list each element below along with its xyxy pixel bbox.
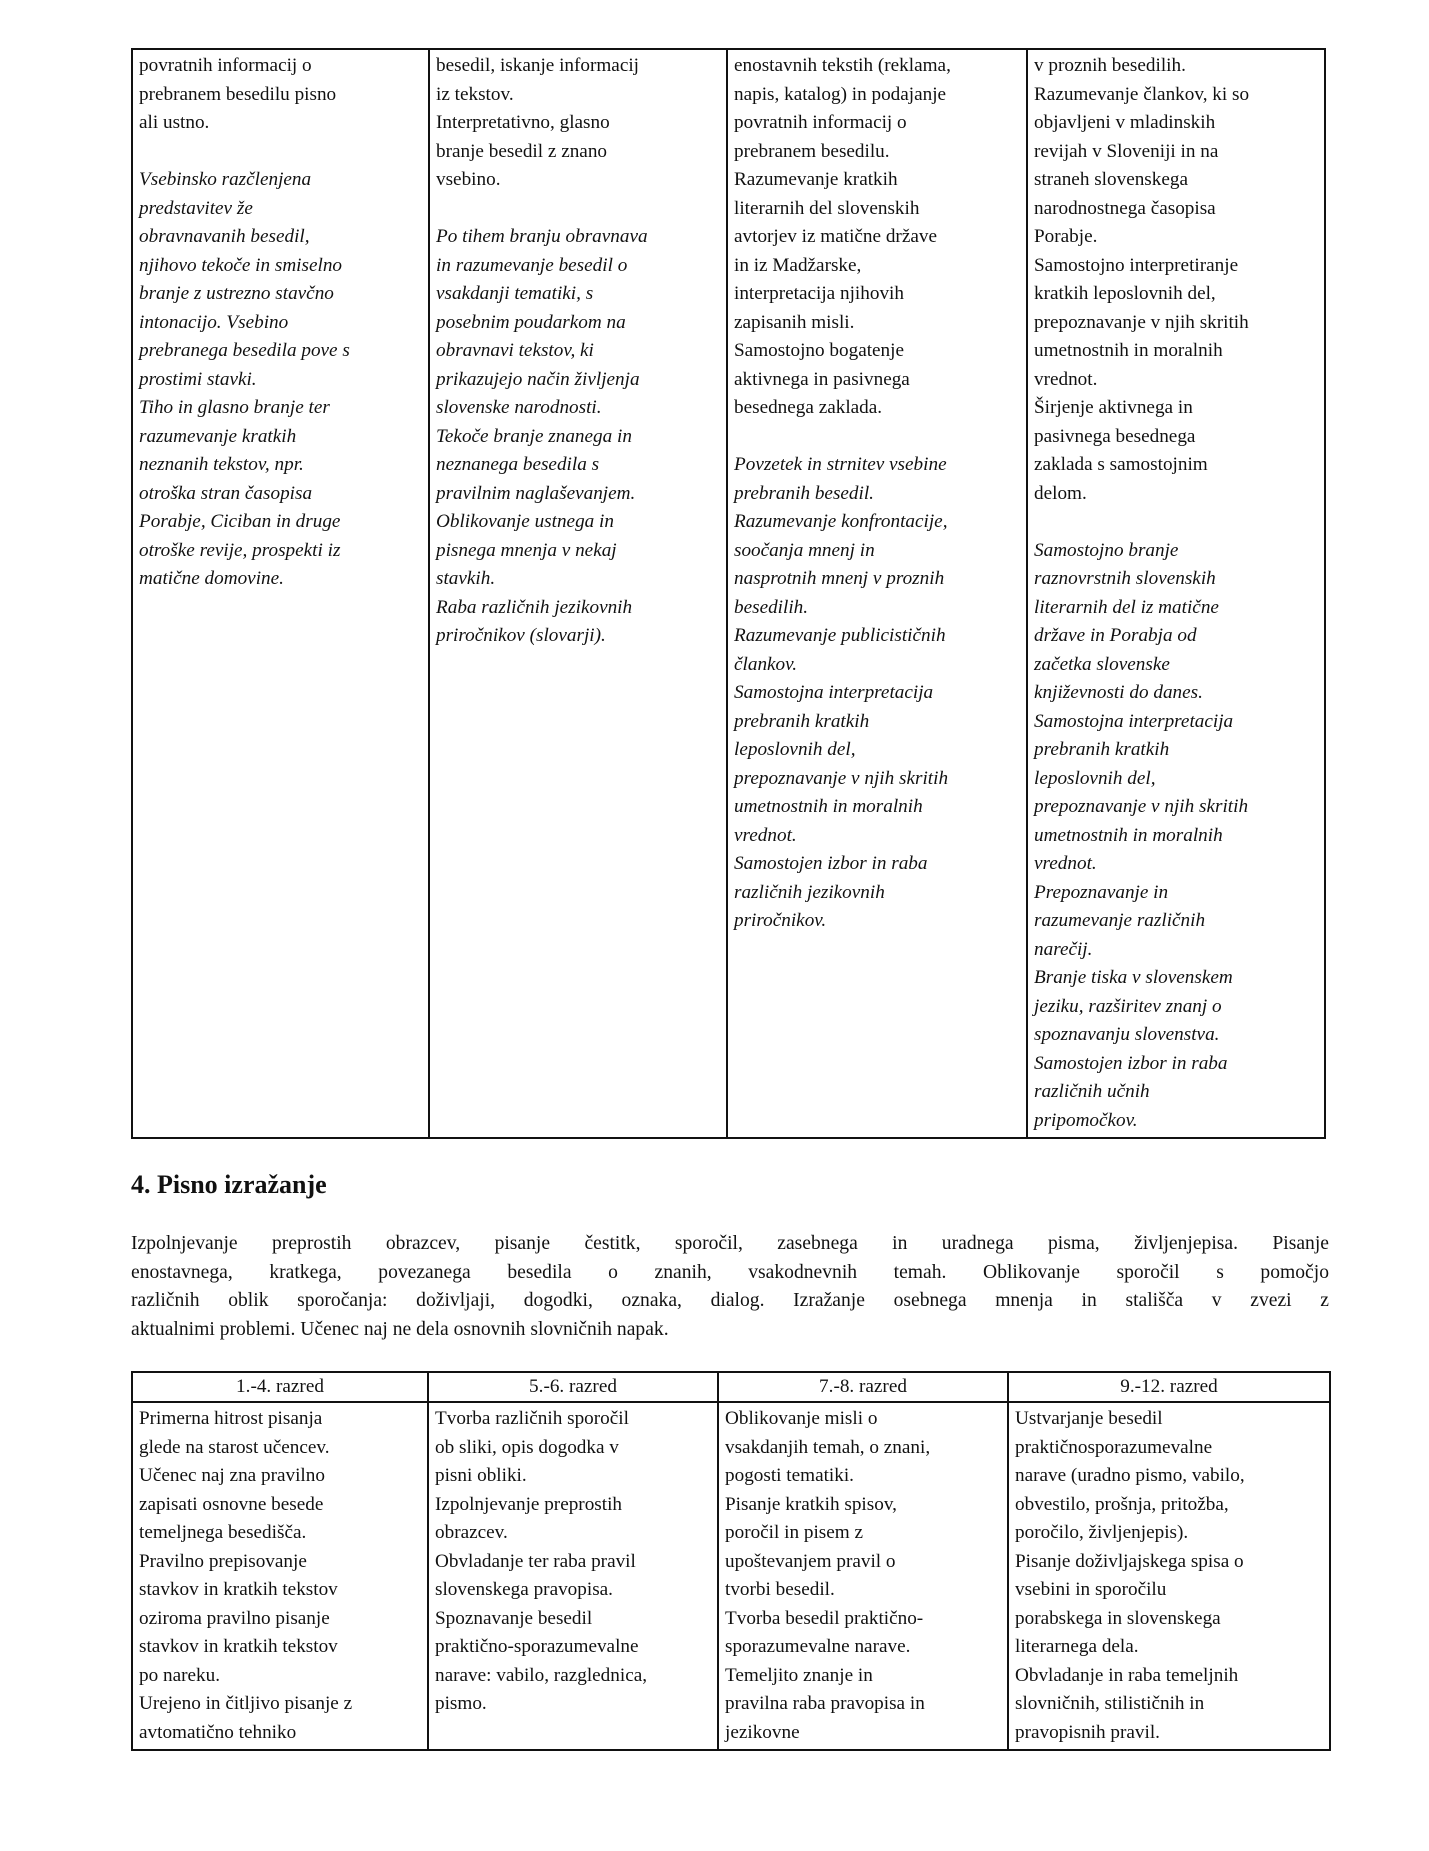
cell-text-line: prepoznavanje v njih skritih xyxy=(734,767,949,789)
cell-text-line: Učenec naj zna pravilno xyxy=(139,1465,325,1486)
cell-text-line: pisni obliki. xyxy=(435,1465,527,1486)
cell-text-line: matične domovine. xyxy=(139,568,284,589)
cell-text-line: napis, katalog) in podajanje xyxy=(734,83,947,105)
cell-text-line: obravnavanih besedil, xyxy=(139,226,310,247)
table-cell-col1 xyxy=(132,49,429,1138)
paragraph-line: Izpolnjevanje preprostih obrazcev, pisanje čestitk, sporočil, zasebnega in uradnega pisma, življenjepisa. Pisanje xyxy=(131,1233,1329,1254)
cell-text-line: Razumevanje konfrontacije, xyxy=(734,511,948,532)
cell-text-line: priročnikov. xyxy=(734,910,827,931)
cell-text-line: vsakdanjih temah, o znani, xyxy=(725,1436,931,1458)
cell-text-line: iz tekstov. xyxy=(436,83,514,105)
cell-text-line: besedil, iskanje informacij xyxy=(436,55,640,76)
cell-text-line: Branje tiska v slovenskem xyxy=(1034,967,1233,988)
cell-text-line: oziroma pravilno pisanje xyxy=(139,1607,330,1629)
cell-text-line: Primerna hitrost pisanja xyxy=(139,1408,323,1429)
cell-text-line: Prepoznavanje in xyxy=(1034,881,1169,903)
cell-text-line: njihovo tekoče in smiselno xyxy=(139,254,343,276)
cell-text-line: zapisanih misli. xyxy=(734,311,855,333)
cell-text-line: Obvladanje ter raba pravil xyxy=(435,1550,636,1572)
cell-text-line: člankov. xyxy=(734,653,798,675)
cell-text-line: literarnih del slovenskih xyxy=(734,197,920,219)
cell-text-line: Ustvarjanje besedil xyxy=(1015,1408,1163,1429)
cell-text-line: straneh slovenskega xyxy=(1034,169,1188,190)
cell-text-line: nasprotnih mnenj v proznih xyxy=(734,568,945,589)
cell-text-line: avtorjev iz matične države xyxy=(734,226,937,247)
cell-text-line: soočanja mnenj in xyxy=(734,539,875,561)
cell-text-line: otroške revije, prospekti iz xyxy=(139,539,341,561)
cell-text-line: upoštevanjem pravil o xyxy=(725,1550,896,1572)
cell-text-line: Pravilno prepisovanje xyxy=(139,1550,307,1572)
cell-text-line: Porabje, Ciciban in druge xyxy=(139,511,341,532)
cell-text-line: prebranem besedilu. xyxy=(734,140,890,162)
cell-text-line: narečij. xyxy=(1034,938,1093,960)
cell-text-line: Samostojna interpretacija xyxy=(734,682,934,703)
cell-text-line: leposlovnih del, xyxy=(734,739,856,760)
cell-text-line: v proznih besedilih. xyxy=(1034,55,1186,76)
cell-text-line: pasivnega besednega xyxy=(1034,425,1196,447)
cell-text-line: prebranih kratkih xyxy=(734,710,870,732)
cell-text-line: prebranem besedilu pisno xyxy=(139,83,337,105)
table-cell-col3 xyxy=(718,1402,1008,1750)
cell-text-line xyxy=(1034,508,1318,537)
cell-text-line: aktivnega in pasivnega xyxy=(734,368,910,390)
cell-text-line: Razumevanje publicističnih xyxy=(734,625,946,646)
cell-text-line: intonacijo. Vsebino xyxy=(139,311,289,333)
cell-text-line: Tvorba različnih sporočil xyxy=(435,1408,629,1429)
table-row xyxy=(132,1402,1330,1750)
cell-text-line: Širjenje aktivnega in xyxy=(1034,397,1193,418)
cell-text-line: praktično-sporazumevalne xyxy=(435,1636,639,1657)
paragraph-line: različnih oblik sporočanja: doživljaji, dogodki, oznaka, dialog. Izražanje osebnega mnenja in stališča v zvezi z xyxy=(131,1290,1329,1311)
cell-text-line: Samostojno interpretiranje xyxy=(1034,254,1239,276)
cell-text-line: slovničnih, stilističnih in xyxy=(1015,1693,1205,1714)
cell-text-line: Obvladanje in raba temeljnih xyxy=(1015,1664,1239,1686)
cell-text-line: države in Porabja od xyxy=(1034,625,1197,646)
cell-text-line: stavkov in kratkih tekstov xyxy=(139,1579,338,1600)
cell-text-line: Pisanje kratkih spisov, xyxy=(725,1493,897,1515)
cell-text-line: pripomočkov. xyxy=(1034,1109,1138,1131)
paragraph-line: aktualnimi problemi. Učenec naj ne dela osnovnih slovničnih napak. xyxy=(131,1318,669,1340)
cell-text-line: pismo. xyxy=(435,1693,487,1714)
cell-text-line: Tvorba besedil praktično- xyxy=(725,1607,924,1629)
cell-text-line: tvorbi besedil. xyxy=(725,1579,835,1600)
cell-text-line: Porabje. xyxy=(1034,226,1098,247)
cell-text-line: slovenskega pravopisa. xyxy=(435,1579,613,1600)
cell-text-line: vsebino. xyxy=(436,169,501,190)
cell-text-line: Izpolnjevanje preprostih xyxy=(435,1493,623,1515)
curriculum-table-writing xyxy=(131,1371,1331,1751)
cell-text-line: razumevanje različnih xyxy=(1034,910,1206,931)
cell-text-line: sporazumevalne narave. xyxy=(725,1636,911,1657)
cell-text-line: umetnostnih in moralnih xyxy=(734,796,923,817)
cell-text-line: jezikovne xyxy=(725,1721,800,1743)
cell-text-line: ob sliki, opis dogodka v xyxy=(435,1436,619,1458)
cell-text-line: prebranih kratkih xyxy=(1034,739,1170,760)
cell-text-line: otroška stran časopisa xyxy=(139,482,313,504)
cell-text-line xyxy=(734,423,1020,452)
cell-text-line: porabskega in slovenskega xyxy=(1015,1607,1221,1629)
cell-text-line: vrednot. xyxy=(1034,853,1097,874)
table-cell-col2 xyxy=(429,49,727,1138)
cell-text-line: prepoznavanje v njih skritih xyxy=(1034,796,1249,817)
section-paragraph xyxy=(131,1230,1329,1344)
column-header: 9.-12. razred xyxy=(1008,1372,1330,1402)
cell-text-line: različnih učnih xyxy=(1034,1081,1150,1102)
cell-text-line: Oblikovanje ustnega in xyxy=(436,511,614,532)
cell-text-line: po nareku. xyxy=(139,1664,220,1686)
cell-text-line: delom. xyxy=(1034,482,1087,504)
cell-text-line: različnih jezikovnih xyxy=(734,881,885,903)
cell-text-line: prikazujejo način življenja xyxy=(436,368,640,390)
cell-text-line: Pisanje doživljajskega spisa o xyxy=(1015,1550,1244,1572)
cell-text-line: Tiho in glasno branje ter xyxy=(139,397,330,418)
cell-text-line: branje besedil z znano xyxy=(436,140,608,162)
section-heading: 4. Pisno izražanje xyxy=(131,1170,327,1199)
cell-text-line: Urejeno in čitljivo pisanje z xyxy=(139,1693,353,1714)
cell-text-line xyxy=(436,195,720,224)
cell-text-line: narave: vabilo, razglednica, xyxy=(435,1664,648,1686)
cell-text-line: Tekoče branje znanega in xyxy=(436,425,632,447)
paragraph-line: enostavnega, kratkega, povezanega besedila o znanih, vsakodnevnih temah. Oblikovanje sporočil s pomočjo xyxy=(131,1261,1329,1283)
cell-text-line: jeziku, razširitev znanj o xyxy=(1034,995,1222,1017)
cell-text-line: Samostojno branje xyxy=(1034,539,1179,561)
cell-text-line: in razumevanje besedil o xyxy=(436,254,628,276)
cell-text-line: revijah v Sloveniji in na xyxy=(1034,140,1219,162)
cell-text-line: objavljeni v mladinskih xyxy=(1034,112,1216,133)
table-row xyxy=(132,49,1325,1138)
cell-text-line: slovenske narodnosti. xyxy=(436,397,602,418)
cell-text-line: umetnostnih in moralnih xyxy=(1034,340,1223,361)
cell-text-line: neznanega besedila s xyxy=(436,454,600,475)
cell-text-line: obrazcev. xyxy=(435,1522,508,1543)
column-header: 5.-6. razred xyxy=(428,1372,718,1402)
cell-text-line: branje z ustrezno stavčno xyxy=(139,283,334,304)
cell-text-line: umetnostnih in moralnih xyxy=(1034,824,1223,846)
cell-text-line: posebnim poudarkom na xyxy=(436,311,626,333)
cell-text-line: prebranih besedil. xyxy=(734,482,874,504)
table-cell-col4 xyxy=(1027,49,1325,1138)
cell-text-line: pravilna raba pravopisa in xyxy=(725,1693,925,1714)
cell-text-line: zaklada s samostojnim xyxy=(1034,454,1208,475)
cell-text-line: Samostojna interpretacija xyxy=(1034,710,1234,732)
cell-text-line: povratnih informacij o xyxy=(139,55,312,76)
table-cell-col2 xyxy=(428,1402,718,1750)
cell-text-line: literarnega dela. xyxy=(1015,1636,1139,1657)
cell-text-line: Samostojno bogatenje xyxy=(734,340,904,361)
table-cell-col3 xyxy=(727,49,1027,1138)
column-header: 1.-4. razred xyxy=(132,1372,428,1402)
cell-text-line: Povzetek in strnitev vsebine xyxy=(734,454,947,475)
cell-text-line: leposlovnih del, xyxy=(1034,767,1156,789)
cell-text-line: neznanih tekstov, npr. xyxy=(139,454,304,475)
cell-text-line: vrednot. xyxy=(1034,368,1098,390)
cell-text-line: Samostojen izbor in raba xyxy=(734,853,928,874)
curriculum-table-reading xyxy=(131,48,1326,1139)
cell-text-line: začetka slovenske xyxy=(1034,653,1170,675)
cell-text-line: stavkih. xyxy=(436,568,496,589)
cell-text-line: interpretacija njihovih xyxy=(734,283,904,304)
cell-text-line: raznovrstnih slovenskih xyxy=(1034,568,1216,589)
cell-text-line: besednega zaklada. xyxy=(734,397,883,418)
cell-text-line: glede na starost učencev. xyxy=(139,1436,330,1458)
table-cell-col4 xyxy=(1008,1402,1330,1750)
cell-text-line: avtomatično tehniko xyxy=(139,1721,297,1743)
cell-text-line: predstavitev že xyxy=(139,197,253,219)
cell-text-line: temeljnega besedišča. xyxy=(139,1522,307,1543)
cell-text-line: obravnavi tekstov, ki xyxy=(436,340,594,361)
cell-text-line: pravilnim naglaševanjem. xyxy=(436,482,636,504)
cell-text-line: poročil in pisem z xyxy=(725,1522,864,1543)
cell-text-line: Samostojen izbor in raba xyxy=(1034,1052,1228,1074)
cell-text-line: Oblikovanje misli o xyxy=(725,1408,878,1429)
cell-text-line: zapisati osnovne besede xyxy=(139,1493,324,1515)
cell-text-line: ali ustno. xyxy=(139,112,210,133)
column-header: 7.-8. razred xyxy=(718,1372,1008,1402)
table-cell-col1 xyxy=(132,1402,428,1750)
cell-text-line xyxy=(139,138,422,167)
cell-text-line: povratnih informacij o xyxy=(734,112,907,133)
cell-text-line: poročilo, življenjepis). xyxy=(1015,1522,1189,1543)
cell-text-line: Razumevanje kratkih xyxy=(734,169,898,190)
cell-text-line: prebranega besedila pove s xyxy=(139,340,350,361)
cell-text-line: razumevanje kratkih xyxy=(139,425,297,447)
cell-text-line: Po tihem branju obravnava xyxy=(436,226,648,247)
cell-text-line: Raba različnih jezikovnih xyxy=(436,596,633,618)
cell-text-line: narodnostnega časopisa xyxy=(1034,197,1216,219)
cell-text-line: literarnih del iz matične xyxy=(1034,596,1219,618)
cell-text-line: Vsebinsko razčlenjena xyxy=(139,169,312,190)
cell-text-line: praktičnosporazumevalne xyxy=(1015,1436,1213,1458)
cell-text-line: pogosti tematiki. xyxy=(725,1465,854,1486)
cell-text-line: književnosti do danes. xyxy=(1034,682,1203,703)
cell-text-line: Razumevanje člankov, ki so xyxy=(1034,83,1250,105)
cell-text-line: priročnikov (slovarji). xyxy=(436,625,606,646)
cell-text-line: vsakdanji tematiki, s xyxy=(436,283,594,304)
cell-text-line: Spoznavanje besedil xyxy=(435,1607,593,1629)
cell-text-line: pisnega mnenja v nekaj xyxy=(436,539,617,561)
cell-text-line: narave (uradno pismo, vabilo, xyxy=(1015,1465,1245,1486)
cell-text-line: prepoznavanje v njih skritih xyxy=(1034,311,1249,333)
cell-text-line: in iz Madžarske, xyxy=(734,254,862,276)
cell-text-line: besedilih. xyxy=(734,596,809,618)
table-header-row xyxy=(132,1372,1330,1402)
cell-text-line: kratkih leposlovnih del, xyxy=(1034,283,1216,304)
cell-text-line: Interpretativno, glasno xyxy=(436,112,610,133)
cell-text-line: obvestilo, prošnja, pritožba, xyxy=(1015,1493,1229,1515)
cell-text-line: stavkov in kratkih tekstov xyxy=(139,1636,338,1657)
cell-text-line: prostimi stavki. xyxy=(139,368,257,390)
cell-text-line: enostavnih tekstih (reklama, xyxy=(734,55,951,76)
cell-text-line: Temeljito znanje in xyxy=(725,1664,873,1686)
cell-text-line: spoznavanju slovenstva. xyxy=(1034,1024,1220,1045)
cell-text-line: vsebini in sporočilu xyxy=(1015,1579,1167,1600)
cell-text-line: pravopisnih pravil. xyxy=(1015,1721,1160,1743)
cell-text-line: vrednot. xyxy=(734,824,797,846)
